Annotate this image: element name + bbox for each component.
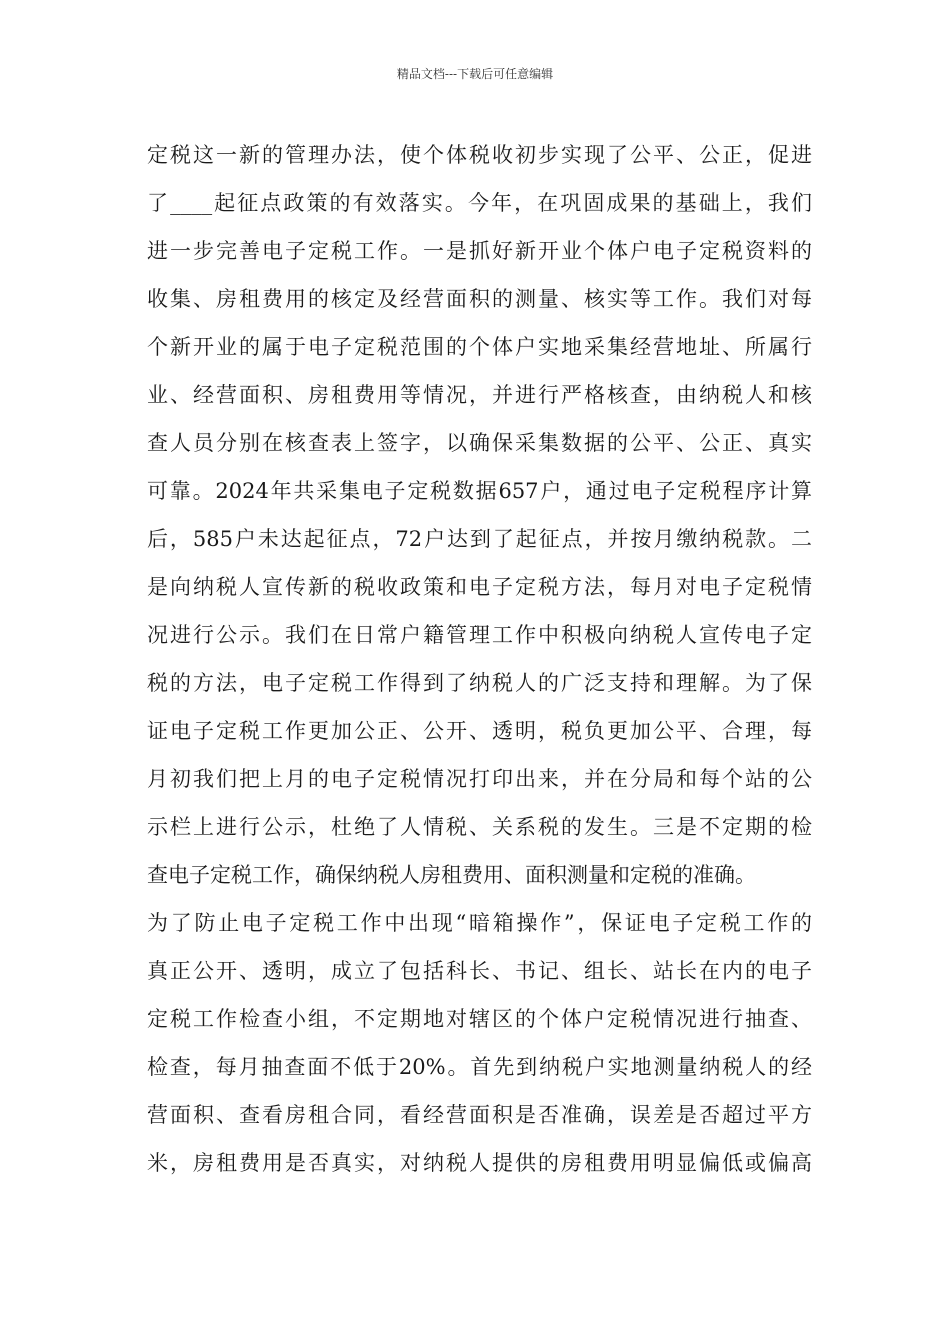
text-line: 个新开业的属于电子定税范围的个体户实地采集经营地址、所属行	[147, 335, 812, 359]
text-line: 检查，每月抽查面不低于20%。首先到纳税户实地测量纳税人的经	[147, 1055, 812, 1079]
text-line: 况进行公示。我们在日常户籍管理工作中积极向纳税人宣传电子定	[147, 623, 812, 647]
page-header: 精品文档---下载后可任意编辑	[396, 67, 554, 81]
text-line: 定税工作检查小组，不定期地对辖区的个体户定税情况进行抽查、	[147, 1007, 812, 1031]
text-line: 为了防止电子定税工作中出现“暗箱操作”，保证电子定税工作的	[147, 911, 812, 935]
text-line: 收集、房租费用的核定及经营面积的测量、核实等工作。我们对每	[147, 287, 812, 311]
text-line: 证电子定税工作更加公正、公开、透明，税负更加公平、合理，每	[147, 719, 812, 743]
text-line: 月初我们把上月的电子定税情况打印出来，并在分局和每个站的公	[147, 767, 812, 791]
text-line: 可靠。2024年共采集电子定税数据657户，通过电子定税程序计算	[147, 479, 812, 503]
text-line: 真正公开、透明，成立了包括科长、书记、组长、站长在内的电子	[147, 959, 812, 983]
text-line: 进一步完善电子定税工作。一是抓好新开业个体户电子定税资料的	[147, 239, 812, 263]
text-line: 米，房租费用是否真实，对纳税人提供的房租费用明显偏低或偏高	[147, 1151, 812, 1175]
text-line: 查电子定税工作，确保纳税人房租费用、面积测量和定税的准确。	[147, 863, 756, 887]
text-line: 了____起征点政策的有效落实。今年，在巩固成果的基础上，我们	[147, 191, 812, 215]
text-line: 业、经营面积、房租费用等情况，并进行严格核查，由纳税人和核	[147, 383, 812, 407]
text-line: 是向纳税人宣传新的税收政策和电子定税方法，每月对电子定税情	[147, 575, 812, 599]
text-line: 营面积、查看房租合同，看经营面积是否准确，误差是否超过平方	[147, 1103, 812, 1127]
text-line: 后，585户未达起征点，72户达到了起征点，并按月缴纳税款。二	[147, 527, 812, 551]
text-line: 定税这一新的管理办法，使个体税收初步实现了公平、公正，促进	[147, 143, 812, 167]
text-line: 示栏上进行公示，杜绝了人情税、关系税的发生。三是不定期的检	[147, 815, 812, 839]
text-line: 查人员分别在核查表上签字，以确保采集数据的公平、公正、真实	[147, 431, 812, 455]
document-body	[147, 131, 812, 1187]
text-line: 税的方法，电子定税工作得到了纳税人的广泛支持和理解。为了保	[147, 671, 812, 695]
